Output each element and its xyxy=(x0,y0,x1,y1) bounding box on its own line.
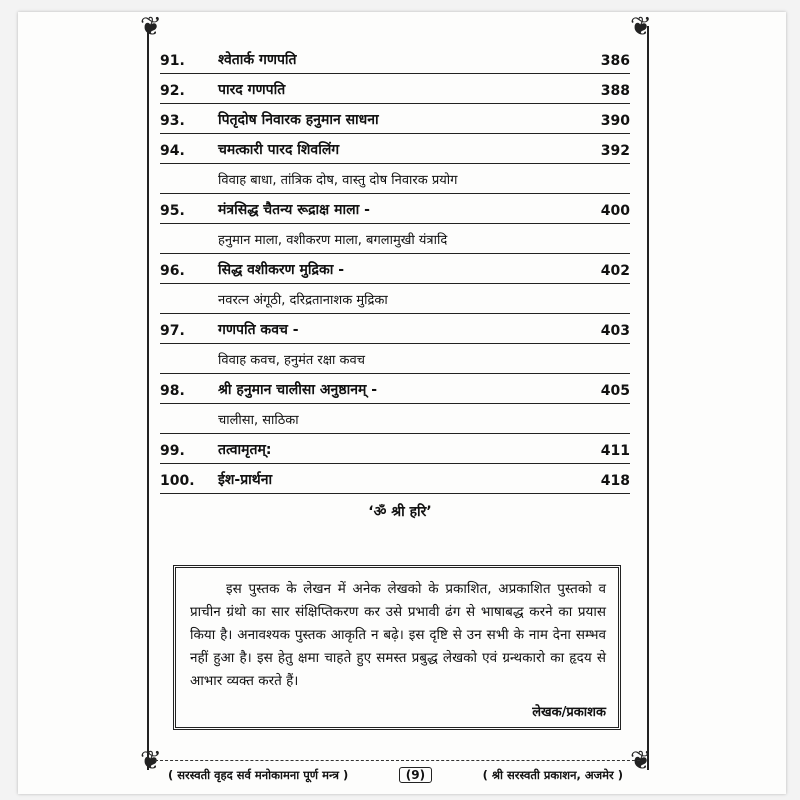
toc-entry xyxy=(160,254,630,314)
toc-entry xyxy=(160,464,630,494)
entry-page: 400 xyxy=(600,203,630,219)
entry-number: 93. xyxy=(160,113,185,129)
entry-page: 392 xyxy=(600,143,630,159)
toc-entry xyxy=(160,314,630,374)
toc-entry xyxy=(160,44,630,74)
entry-title: गणपति कवच - xyxy=(218,322,299,338)
table-of-contents xyxy=(160,44,630,494)
entry-subtitle: विवाह कवच, हनुमंत रक्षा कवच xyxy=(160,344,630,374)
entry-title: पितृदोष निवारक हनुमान साधना xyxy=(218,112,379,128)
entry-page: 388 xyxy=(600,83,630,99)
acknowledgement-box xyxy=(173,565,621,730)
entry-page: 411 xyxy=(600,443,630,459)
entry-title: श्वेतार्क गणपति xyxy=(218,52,297,68)
entry-subtitle: नवरत्न अंगूठी, दरिद्रतानाशक मुद्रिका xyxy=(160,284,630,314)
entry-number: 95. xyxy=(160,203,185,219)
entry-page: 405 xyxy=(600,383,630,399)
closing-invocation: ‘ॐ श्री हरि’ xyxy=(368,504,432,520)
toc-entry xyxy=(160,74,630,104)
entry-number: 100. xyxy=(160,473,195,489)
corner-ornament-icon: ❦ xyxy=(630,12,652,42)
entry-title: ईश-प्रार्थना xyxy=(218,472,273,488)
corner-ornament-icon: ❦ xyxy=(630,746,652,776)
entry-title: मंत्रसिद्ध चैतन्य रूद्राक्ष माला - xyxy=(218,202,370,218)
acknowledgement-text: इस पुस्तक के लेखन में अनेक लेखको के प्रकाशित, अप्रकाशित पुस्तको व प्राचीन ग्रंथो का सार संक्षिप्तिकरण कर उसे प्रभावी ढंग से भाषाबद्ध करने का प्रयास किया है। अनावश्यक पुस्तक आकृति न बढ़े। इस दृष्टि से उन सभी के नाम देना सम्भव नहीं हुआ है। इस हेतु क्षमा चाहते हुए समस्त प्रबुद्ध लेखको एवं ग्रन्थकारो का हृदय से आभार व्यक्त करते हैं। xyxy=(190,581,606,689)
footer-divider xyxy=(155,760,640,761)
entry-number: 96. xyxy=(160,263,185,279)
corner-ornament-icon: ❦ xyxy=(140,746,162,776)
corner-ornament-icon: ❦ xyxy=(140,12,162,42)
toc-entry xyxy=(160,104,630,134)
entry-page: 386 xyxy=(600,53,630,69)
entry-number: 99. xyxy=(160,443,185,459)
page-number: (9) xyxy=(399,767,432,783)
entry-title: पारद गणपति xyxy=(218,82,286,98)
entry-number: 98. xyxy=(160,383,185,399)
toc-entry xyxy=(160,374,630,434)
toc-entry xyxy=(160,194,630,254)
entry-subtitle: चालीसा, साठिका xyxy=(160,404,630,434)
entry-number: 92. xyxy=(160,83,185,99)
entry-page: 418 xyxy=(600,473,630,489)
entry-subtitle: विवाह बाधा, तांत्रिक दोष, वास्तु दोष निवारक प्रयोग xyxy=(160,164,630,194)
entry-title: तत्वामृतम्: xyxy=(218,442,272,458)
author-publisher-signature: लेखक/प्रकाशक xyxy=(532,705,606,720)
entry-number: 91. xyxy=(160,53,185,69)
entry-page: 403 xyxy=(600,323,630,339)
toc-entry xyxy=(160,134,630,194)
page-footer xyxy=(168,766,623,784)
publisher-footer: ( श्री सरस्वती प्रकाशन, अजमेर ) xyxy=(482,767,623,782)
entry-number: 94. xyxy=(160,143,185,159)
entry-title: चमत्कारी पारद शिवलिंग xyxy=(218,142,340,158)
entry-title: सिद्ध वशीकरण मुद्रिका - xyxy=(218,262,345,278)
book-title-footer: ( सरस्वती वृहद सर्व मनोकामना पूर्ण मन्त्र ) xyxy=(168,767,349,782)
entry-title: श्री हनुमान चालीसा अनुष्ठानम् - xyxy=(218,382,378,398)
entry-page: 390 xyxy=(600,113,630,129)
toc-entry xyxy=(160,434,630,464)
entry-page: 402 xyxy=(600,263,630,279)
entry-subtitle: हनुमान माला, वशीकरण माला, बगलामुखी यंत्रादि xyxy=(160,224,630,254)
entry-number: 97. xyxy=(160,323,185,339)
